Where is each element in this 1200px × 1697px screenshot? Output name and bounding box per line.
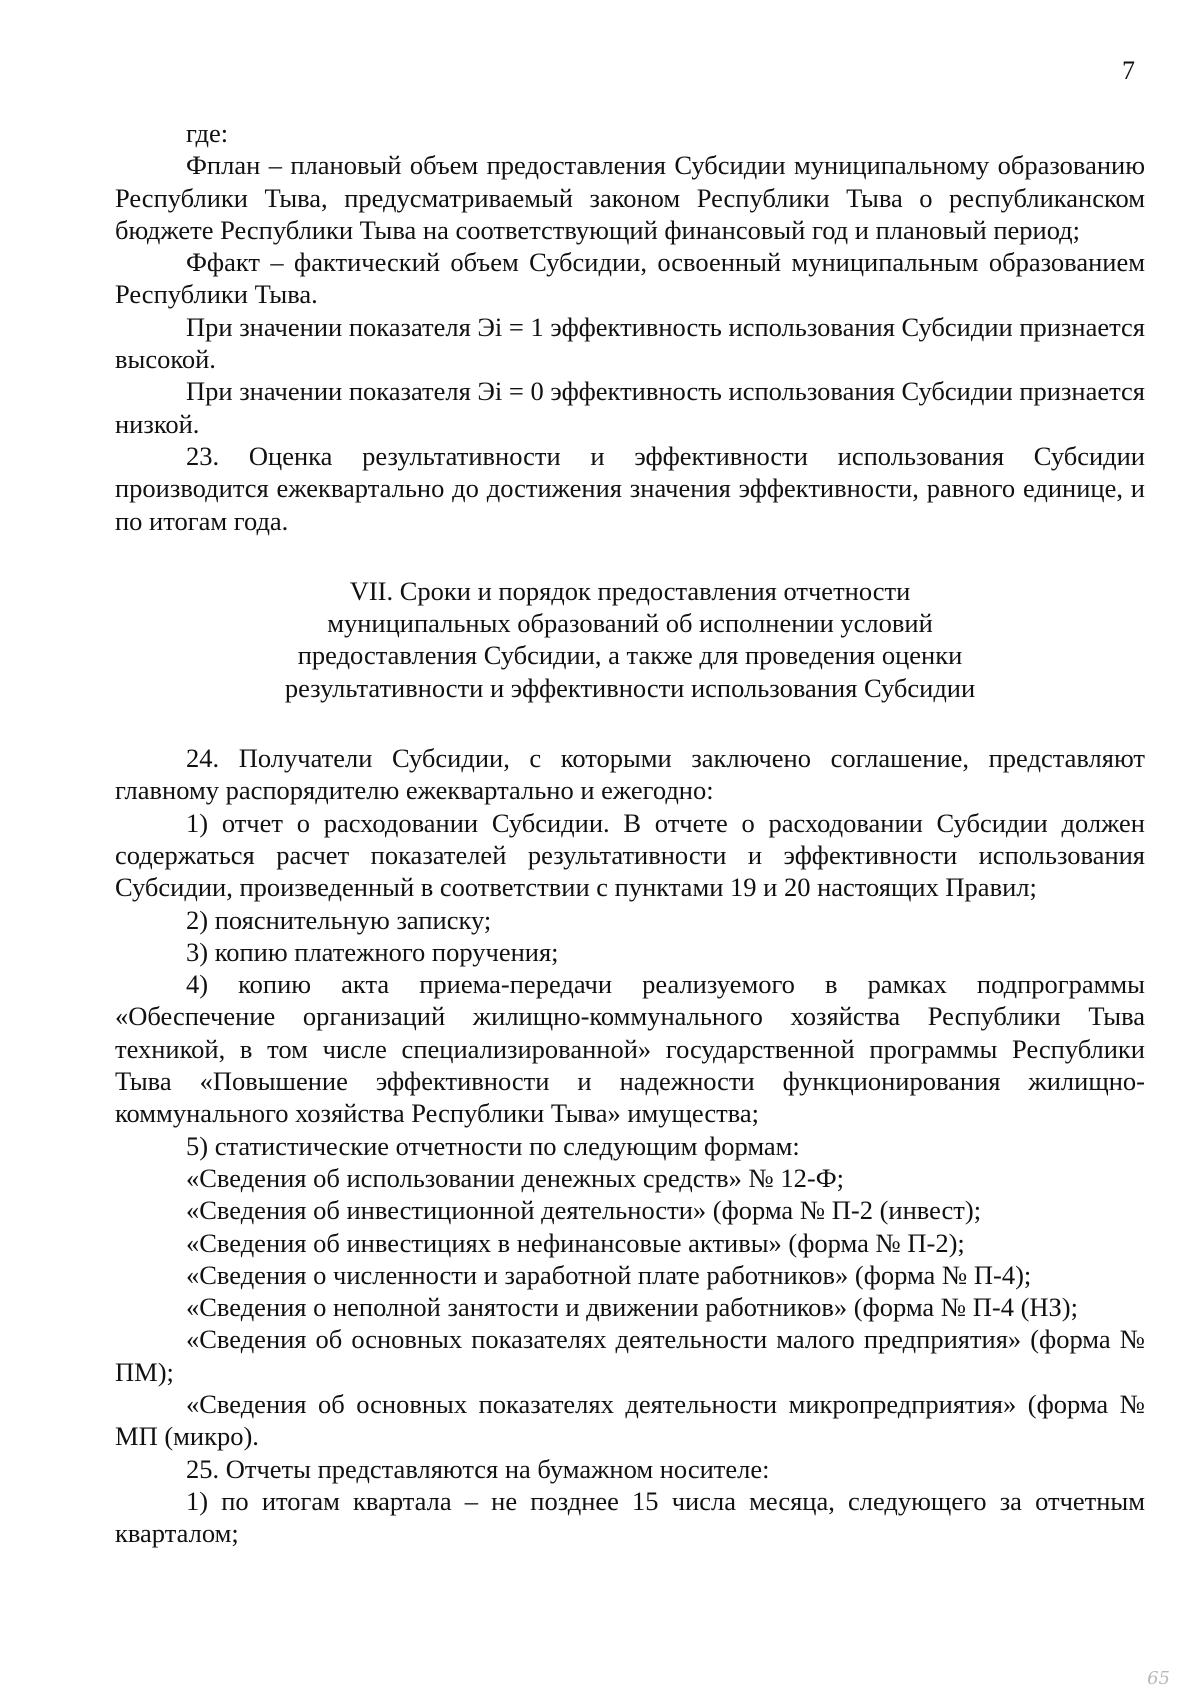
paragraph-efficiency-low: При значении показателя Эi = 0 эффективность использования Субсидии признается низкой. (115, 376, 1145, 439)
paragraph-fplan-definition: Фплан – плановый объем предоставления Субсидии муниципальному образованию Республики Тыва, предусматриваемый законом Республики Тыва о республиканском бюджете Республики Тыва на соответствующий финансовый год и плановый период; (115, 150, 1145, 245)
paragraph-form-pm: «Сведения об основных показателях деятельности малого предприятия» (форма № ПМ); (115, 1324, 1145, 1387)
paragraph-item-23: 23. Оценка результативности и эффективности использования Субсидии производится ежеквартально до достижения значения эффективности, равного единице, и по итогам года. (115, 440, 1145, 536)
section-heading-line: предоставления Субсидии, а также для проведения оценки (297, 640, 963, 671)
paragraph-subitem-5-statistics: 5) статистические отчетности по следующим формам: (186, 1130, 800, 1161)
paragraph-subitem-1-report: 1) отчет о расходовании Субсидии. В отчете о расходовании Субсидии должен содержаться расчет показателей результативности и эффективности использования Субсидии, произведенный в соответствии с пунктами 19 и 20 настоящих Правил; (115, 807, 1145, 903)
paragraph-form-p4: «Сведения о численности и заработной плате работников» (форма № П-4); (186, 1259, 1032, 1290)
paragraph-subitem-3-payment: 3) копию платежного поручения; (186, 936, 559, 967)
document-body (115, 117, 1145, 1549)
paragraph-form-p2: «Сведения об инвестициях в нефинансовые активы» (форма № П-2); (186, 1227, 965, 1258)
paragraph-efficiency-high: При значении показателя Эi = 1 эффективность использования Субсидии признается высокой. (115, 311, 1145, 375)
section-heading-line: муниципальных образований об исполнении условий (327, 608, 933, 639)
paragraph-form-p4-nz: «Сведения о неполной занятости и движении работников» (форма № П-4 (НЗ); (186, 1292, 1078, 1323)
corner-mark: 65 (1147, 1668, 1170, 1689)
paragraph-form-12f: «Сведения об использовании денежных средств» № 12-Ф; (186, 1162, 844, 1193)
paragraph-ffact-definition: Ффакт – фактический объем Субсидии, освоенный муниципальным образованием Республики Тыва. (115, 247, 1145, 310)
section-heading-line: результативности и эффективности использования Субсидии (284, 672, 976, 703)
paragraph-form-mp: «Сведения об основных показателях деятельности микропредприятия» (форма № МП (микро). (115, 1388, 1145, 1452)
paragraph-form-p2-invest: «Сведения об инвестиционной деятельности» (форма № П-2 (инвест); (186, 1195, 982, 1226)
section-heading (115, 575, 1145, 704)
paragraph-where: где: (186, 118, 229, 148)
paragraph-item-25: 25. Отчеты представляются на бумажном носителе: (186, 1453, 770, 1484)
page-number: 7 (1122, 56, 1135, 85)
paragraph-subitem-4-act: 4) копию акта приема-передачи реализуемого в рамках подпрограммы «Обеспечение организаций жилищно-коммунального хозяйства Республики Тыва техникой, в том числе специализированной» государственной программы Республики Тыва «Повышение эффективности и надежности функционирования жилищно-коммунального хозяйства Республики Тыва» имущества; (115, 969, 1145, 1129)
section-heading-line: VII. Сроки и порядок предоставления отчетности (349, 575, 911, 606)
paragraph-subitem-1-quarter: 1) по итогам квартала – не позднее 15 числа месяца, следующего за отчетным кварталом; (115, 1485, 1145, 1549)
paragraph-item-24: 24. Получатели Субсидии, с которыми заключено соглашение, представляют главному распорядителю ежеквартально и ежегодно: (115, 743, 1145, 806)
paragraph-subitem-2-note: 2) пояснительную записку; (186, 904, 492, 935)
